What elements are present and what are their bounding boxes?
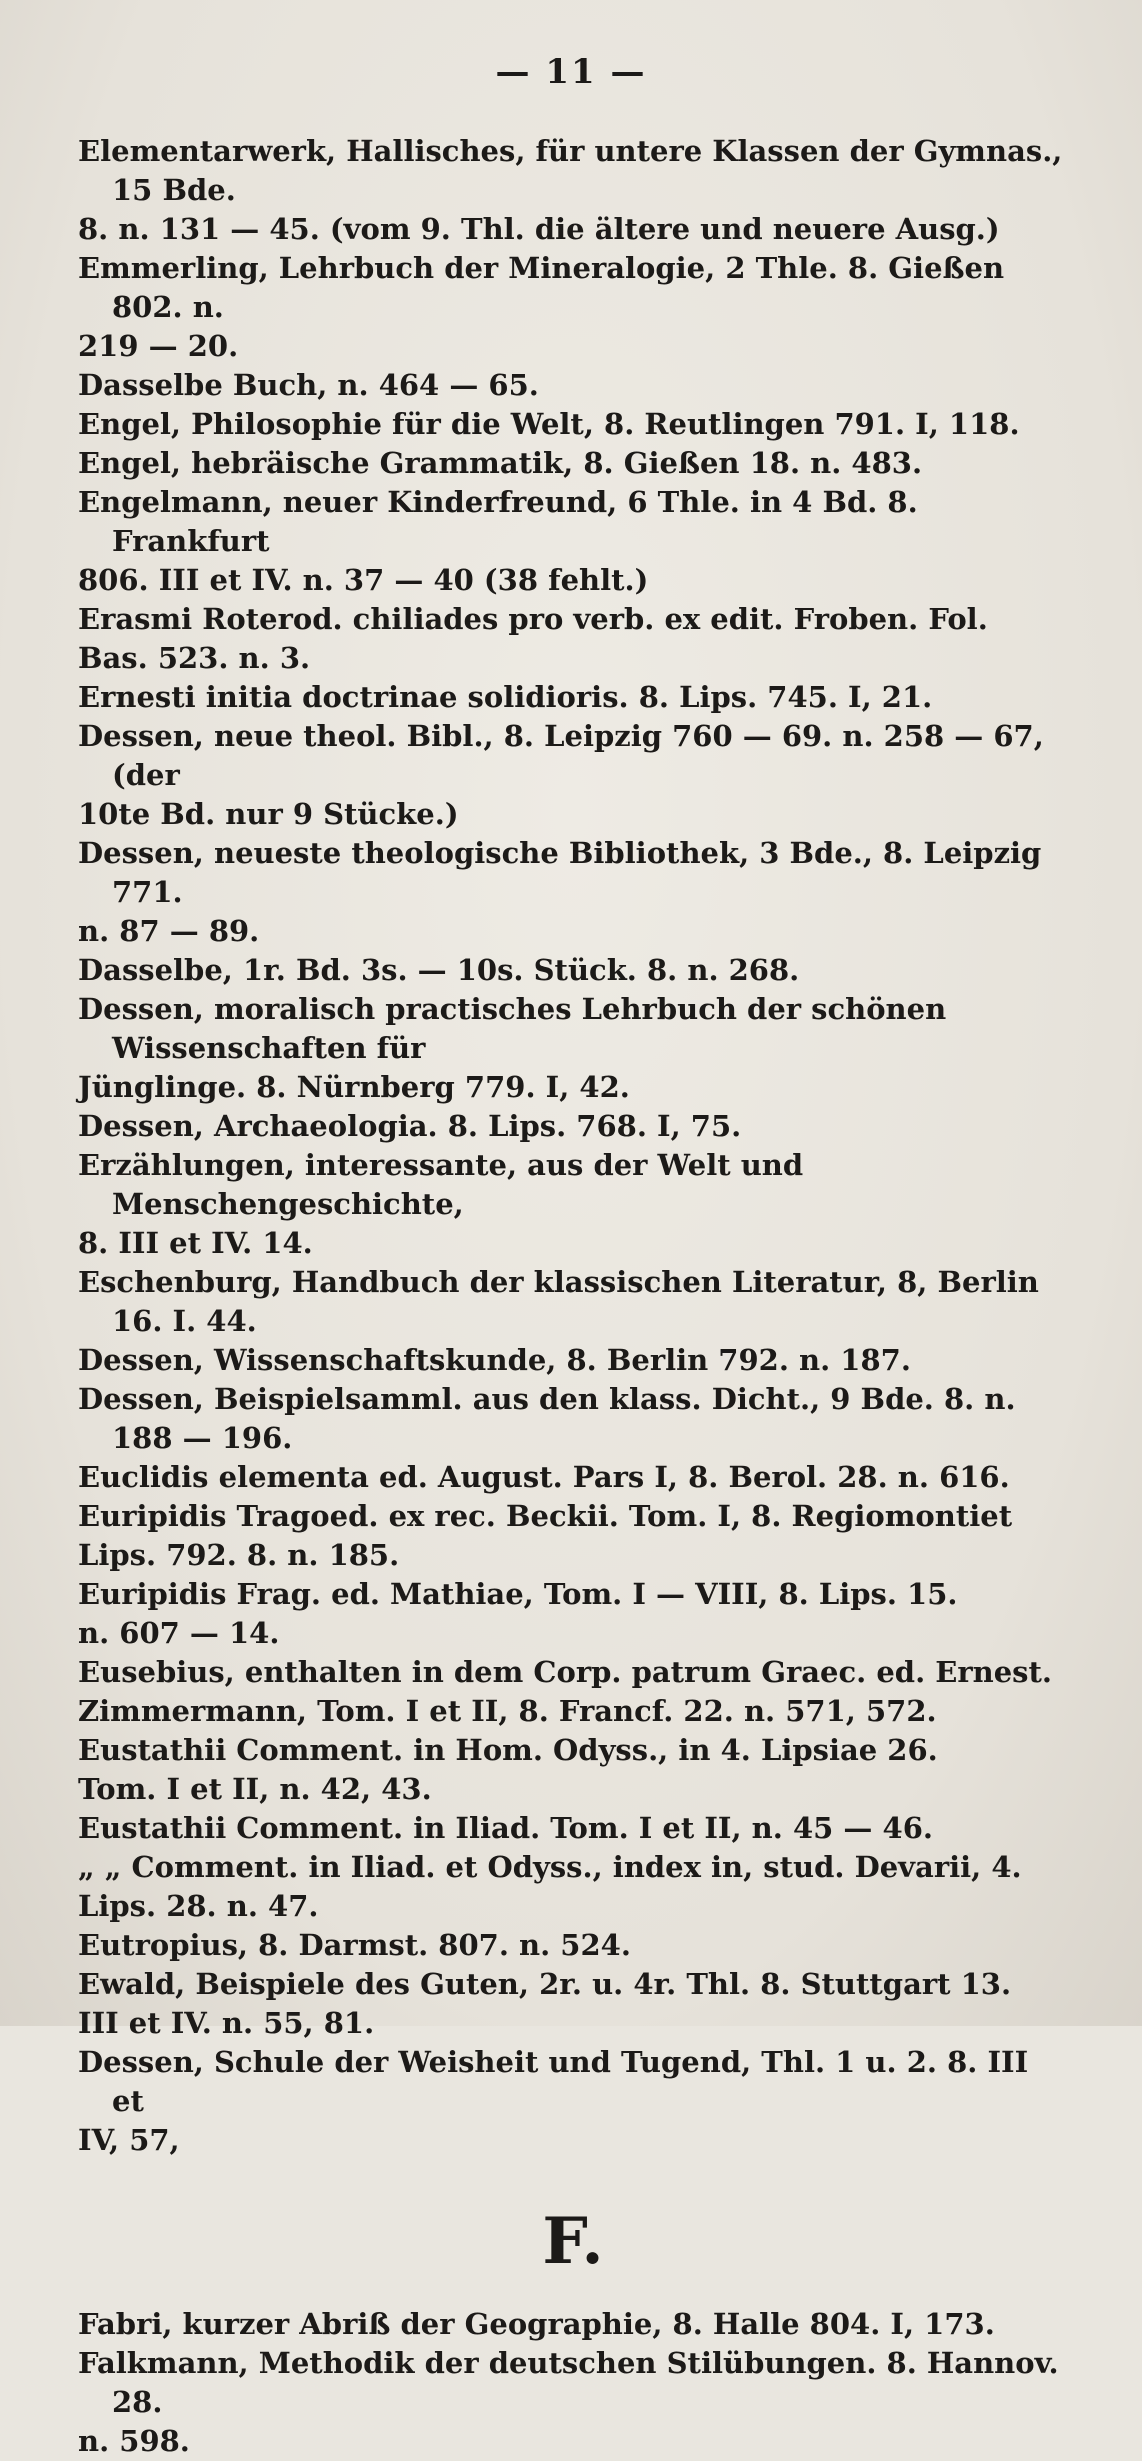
catalog-entry [78, 1380, 1068, 1458]
catalog-entries [78, 132, 1068, 2461]
entry-line: Eustathii Comment. in Hom. Odyss., in 4. Lipsiae 26. [78, 1733, 938, 1767]
entry-line: Eutropius, 8. Darmst. 807. n. 524. [78, 1928, 631, 1962]
entry-line: n. 87 — 89. [78, 914, 260, 948]
entry-line: n. 607 — 14. [78, 1616, 280, 1650]
catalog-entry [78, 1653, 1068, 1731]
catalog-entry [78, 1965, 1068, 2043]
entry-line: Elementarwerk, Hallisches, für untere Klassen der Gymnas., 15 Bde. [78, 134, 1063, 207]
catalog-entry [78, 2344, 1068, 2461]
entry-line: Lips. 792. 8. n. 185. [78, 1538, 400, 1572]
entry-line: Erzählungen, interessante, aus der Welt und Menschengeschichte, [78, 1148, 804, 1221]
entry-line: Ewald, Beispiele des Guten, 2r. u. 4r. Thl. 8. Stuttgart 13. [78, 1967, 1012, 2001]
entry-line: Lips. 28. n. 47. [78, 1889, 319, 1923]
entry-line: „ „ Comment. in Iliad. et Odyss., index in, stud. Devarii, 4. [78, 1850, 1022, 1884]
catalog-entry [78, 1107, 1068, 1146]
entry-line: Dessen, Beispielsamml. aus den klass. Dicht., 9 Bde. 8. n. 188 — 196. [78, 1382, 1016, 1455]
entry-line: Engel, hebräische Grammatik, 8. Gießen 18. n. 483. [78, 446, 923, 480]
entry-line: Zimmermann, Tom. I et II, 8. Francf. 22. n. 571, 572. [78, 1694, 937, 1728]
catalog-entry [78, 1458, 1068, 1497]
catalog-entry [78, 249, 1068, 366]
entry-line: Dessen, Schule der Weisheit und Tugend, Thl. 1 u. 2. 8. III et [78, 2045, 1029, 2118]
catalog-entry [78, 600, 1068, 678]
entry-line: 8. n. 131 — 45. (vom 9. Thl. die ältere und neuere Ausg.) [78, 212, 1000, 246]
entry-line: Dessen, neue theol. Bibl., 8. Leipzig 760 — 69. n. 258 — 67, (der [78, 719, 1044, 792]
entry-line: Ernesti initia doctrinae solidioris. 8. Lips. 745. I, 21. [78, 680, 933, 714]
entry-line: Tom. I et II, n. 42, 43. [78, 1772, 432, 1806]
entry-line: n. 598. [78, 2424, 190, 2458]
entry-line: Dessen, Archaeologia. 8. Lips. 768. I, 75. [78, 1109, 742, 1143]
catalog-entry [78, 1848, 1068, 1926]
entry-line: 8. III et IV. 14. [78, 1226, 313, 1260]
catalog-entry [78, 132, 1068, 249]
catalog-entry [78, 2043, 1068, 2160]
entry-line: Dasselbe Buch, n. 464 — 65. [78, 368, 539, 402]
catalog-entry [78, 1926, 1068, 1965]
catalog-entry [78, 1731, 1068, 1809]
entry-line: Eustathii Comment. in Iliad. Tom. I et II, n. 45 — 46. [78, 1811, 933, 1845]
entry-line: 219 — 20. [78, 329, 239, 363]
entries-f-section [78, 2305, 1068, 2461]
catalog-entry [78, 2305, 1068, 2344]
entry-line: Euripidis Tragoed. ex rec. Beckii. Tom. I, 8. Regiomontiet [78, 1499, 1013, 1533]
catalog-entry [78, 444, 1068, 483]
catalog-entry [78, 1497, 1068, 1575]
entry-line: Eschenburg, Handbuch der klassischen Literatur, 8, Berlin 16. I. 44. [78, 1265, 1039, 1338]
catalog-entry [78, 678, 1068, 717]
entry-line: Jünglinge. 8. Nürnberg 779. I, 42. [78, 1070, 630, 1104]
catalog-entry [78, 1575, 1068, 1653]
section-letter-f: F. [542, 2204, 604, 2279]
entry-line: Bas. 523. n. 3. [78, 641, 311, 675]
catalog-entry [78, 405, 1068, 444]
catalog-entry [78, 1146, 1068, 1263]
entries-e-section [78, 132, 1068, 2160]
catalog-entry [78, 483, 1068, 600]
entry-line: Engel, Philosophie für die Welt, 8. Reutlingen 791. I, 118. [78, 407, 1020, 441]
entry-line: 806. III et IV. n. 37 — 40 (38 fehlt.) [78, 563, 649, 597]
entry-line: Euripidis Frag. ed. Mathiae, Tom. I — VIII, 8. Lips. 15. [78, 1577, 958, 1611]
entry-line: Dasselbe, 1r. Bd. 3s. — 10s. Stück. 8. n. 268. [78, 953, 800, 987]
entry-line: Dessen, neueste theologische Bibliothek, 3 Bde., 8. Leipzig 771. [78, 836, 1042, 909]
catalog-entry [78, 951, 1068, 990]
entry-line: Dessen, Wissenschaftskunde, 8. Berlin 792. n. 187. [78, 1343, 911, 1377]
catalog-entry [78, 717, 1068, 834]
entry-line: Fabri, kurzer Abriß der Geographie, 8. Halle 804. I, 173. [78, 2307, 995, 2341]
entry-line: Eusebius, enthalten in dem Corp. patrum Graec. ed. Ernest. [78, 1655, 1052, 1689]
entry-line: Engelmann, neuer Kinderfreund, 6 Thle. in 4 Bd. 8. Frankfurt [78, 485, 918, 558]
entry-line: 10te Bd. nur 9 Stücke.) [78, 797, 459, 831]
catalog-entry [78, 834, 1068, 951]
entry-line: IV, 57, [78, 2123, 180, 2157]
entry-line: Emmerling, Lehrbuch der Mineralogie, 2 Thle. 8. Gießen 802. n. [78, 251, 1005, 324]
catalog-entry [78, 1341, 1068, 1380]
catalog-entry [78, 990, 1068, 1107]
entry-line: Erasmi Roterod. chiliades pro verb. ex edit. Froben. Fol. [78, 602, 988, 636]
catalog-entry [78, 1263, 1068, 1341]
catalog-entry [78, 1809, 1068, 1848]
entry-line: III et IV. n. 55, 81. [78, 2006, 375, 2040]
catalog-entry [78, 366, 1068, 405]
entry-line: Dessen, moralisch practisches Lehrbuch der schönen Wissenschaften für [78, 992, 947, 1065]
page-number: — 11 — [495, 52, 647, 92]
entry-line: Euclidis elementa ed. August. Pars I, 8. Berol. 28. n. 616. [78, 1460, 1010, 1494]
entry-line: Falkmann, Methodik der deutschen Stilübungen. 8. Hannov. 28. [78, 2346, 1059, 2419]
